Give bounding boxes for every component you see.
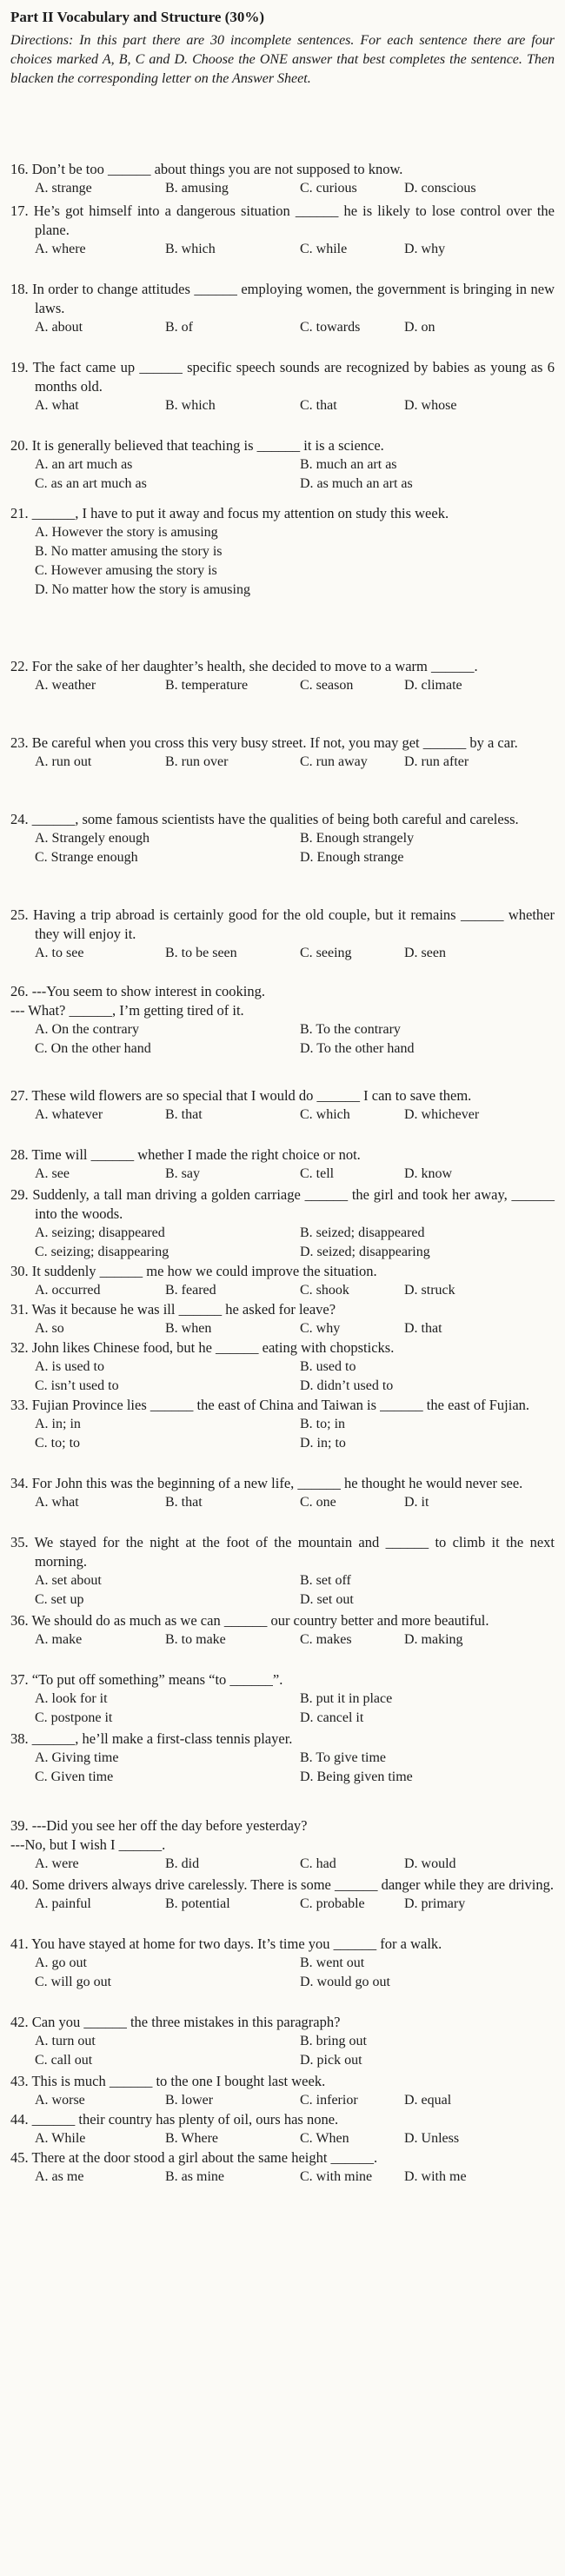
option-b[interactable]: B. which (165, 398, 216, 413)
option-c[interactable]: C. Strange enough (35, 850, 138, 865)
question-stem: 31. Was it because he was ill ______ he asked for leave? (10, 1301, 336, 1318)
option-c[interactable]: C. isn’t used to (35, 1378, 119, 1393)
options (35, 318, 555, 337)
question-45 (10, 2148, 555, 2187)
question-stem: 35. We stayed for the night at the foot of the mountain and ______ to climb it the next morning. (10, 1534, 555, 1570)
option-c[interactable]: C. However amusing the story is (35, 563, 217, 578)
question-42 (10, 2013, 555, 2070)
options (35, 1105, 555, 1125)
option-b[interactable]: B. Enough strangely (300, 831, 415, 846)
option-a[interactable]: A. However the story is amusing (35, 525, 218, 540)
question-stem: 33. Fujian Province lies ______ the east of China and Taiwan is ______ the east of Fujian. (10, 1397, 530, 1413)
option-d[interactable]: D. cancel it (300, 1710, 364, 1725)
option-a[interactable]: A. weather (35, 678, 96, 693)
question-37 (10, 1670, 555, 1728)
options (35, 1571, 555, 1610)
question-22 (10, 657, 555, 695)
question-stem: 43. This is much ______ to the one I bought last week. (10, 2073, 326, 2089)
options (35, 455, 555, 494)
options (35, 2032, 555, 2070)
question-stem: 45. There at the door stood a girl about the same height ______. (10, 2149, 378, 2166)
options (35, 2091, 555, 2110)
option-a[interactable]: A. painful (35, 1896, 91, 1911)
option-a[interactable]: A. look for it (35, 1691, 108, 1706)
options (35, 1690, 555, 1728)
option-b[interactable]: B. to be seen (165, 946, 237, 960)
option-b[interactable]: B. used to (300, 1359, 356, 1374)
option-d[interactable]: D. climate (404, 678, 462, 693)
option-b[interactable]: B. lower (165, 2093, 214, 2108)
question-stem: 40. Some drivers always drive carelessly. There is some ______ danger while they are driving. (10, 1876, 554, 1893)
option-b[interactable]: B. feared (165, 1283, 216, 1298)
option-a[interactable]: A. occurred (35, 1283, 101, 1298)
option-a[interactable]: A. Giving time (35, 1750, 119, 1765)
question-stem: 17. He’s got himself into a dangerous situation ______ he is likely to lose control over the plane. (10, 202, 555, 238)
option-a[interactable]: A. to see (35, 946, 84, 960)
option-a[interactable]: A. Strangely enough (35, 831, 150, 846)
option-a[interactable]: A. about (35, 320, 83, 335)
options (35, 944, 555, 963)
question-stem: 30. It suddenly ______ me how we could improve the situation. (10, 1263, 377, 1279)
option-a[interactable]: A. go out (35, 1955, 87, 1970)
option-d[interactable]: D. seized; disappearing (300, 1245, 430, 1259)
question-27 (10, 1086, 555, 1125)
option-b[interactable]: B. Where (165, 2131, 219, 2146)
option-d[interactable]: D. conscious (404, 181, 476, 196)
option-d[interactable]: D. would go out (300, 1975, 390, 1989)
option-c[interactable]: C. season (300, 678, 354, 693)
question-26 (10, 982, 555, 1059)
question-stem: 37. “To put off something” means “to ______”. (10, 1671, 283, 1688)
option-a[interactable]: A. set about (35, 1573, 102, 1588)
section-title: Part II Vocabulary and Structure (30%) (10, 9, 264, 25)
option-b[interactable]: B. when (165, 1321, 212, 1336)
option-c[interactable]: C. When (300, 2131, 349, 2146)
options (35, 1749, 555, 1787)
question-stem: 39. ---Did you see her off the day before yesterday? (10, 1817, 308, 1834)
question-18 (10, 280, 555, 337)
question-stem: 34. For John this was the beginning of a new life, ______ he thought he would never see. (10, 1475, 523, 1491)
option-d[interactable]: D. it (404, 1495, 429, 1510)
question-stem: 42. Can you ______ the three mistakes in this paragraph? (10, 2014, 341, 2030)
option-b[interactable]: B. of (165, 320, 193, 335)
option-b[interactable]: B. amusing (165, 181, 229, 196)
question-30 (10, 1262, 555, 1300)
option-d[interactable]: D. whose (404, 398, 457, 413)
option-d[interactable]: D. on (404, 320, 435, 335)
options (35, 1020, 555, 1059)
question-23 (10, 734, 555, 772)
options (35, 2168, 555, 2187)
option-a[interactable]: A. strange (35, 181, 92, 196)
option-b[interactable]: B. put it in place (300, 1691, 393, 1706)
option-a[interactable]: A. whatever (35, 1107, 103, 1122)
option-d[interactable]: D. No matter how the story is amusing (35, 582, 250, 597)
option-c[interactable]: C. that (300, 398, 337, 413)
option-a[interactable]: A. an art much as (35, 457, 133, 472)
question-33 (10, 1396, 555, 1453)
options (35, 1358, 555, 1396)
question-stem: 18. In order to change attitudes ______ employing women, the government is bringing in new laws. (10, 281, 555, 316)
question-38 (10, 1730, 555, 1787)
option-b[interactable]: B. did (165, 1856, 200, 1871)
option-c[interactable]: C. inferior (300, 2093, 358, 2108)
option-a[interactable]: A. While (35, 2131, 86, 2146)
options (35, 179, 555, 198)
question-32 (10, 1338, 555, 1396)
question-stem: 20. It is generally believed that teaching is ______ it is a science. (10, 437, 384, 454)
question-stem: 25. Having a trip abroad is certainly good for the old couple, but it remains ______ whether they will enjoy it. (10, 906, 555, 942)
option-c[interactable]: C. run away (300, 754, 368, 769)
question-28 (10, 1145, 555, 1184)
question-stem: 38. ______, he’ll make a first-class tennis player. (10, 1730, 293, 1747)
option-b[interactable]: B. seized; disappeared (300, 1225, 425, 1240)
option-d[interactable]: D. know (404, 1166, 453, 1181)
option-c[interactable]: C. will go out (35, 1975, 112, 1989)
option-c[interactable]: C. seeing (300, 946, 352, 960)
option-a[interactable]: A. turn out (35, 2034, 96, 2048)
question-stem: 19. The fact came up ______ specific speech sounds are recognized by babies as young as 6 months old. (10, 359, 555, 395)
options (35, 396, 555, 415)
question-stem: 24. ______, some famous scientists have the qualities of being both careful and careless. (10, 811, 519, 827)
question-44 (10, 2110, 555, 2148)
options (35, 1281, 555, 1300)
option-d[interactable]: D. Enough strange (300, 850, 404, 865)
question-stem: 32. John likes Chinese food, but he ______ eating with chopsticks. (10, 1339, 395, 1356)
options (35, 1415, 555, 1453)
option-c[interactable]: C. probable (300, 1896, 365, 1911)
question-stem: 29. Suddenly, a tall man driving a golden carriage ______ the girl and took her away, ______ into the woods. (10, 1186, 555, 1222)
option-a[interactable]: A. seizing; disappeared (35, 1225, 165, 1240)
option-d[interactable]: D. pick out (300, 2053, 362, 2068)
option-c[interactable]: C. with mine (300, 2169, 373, 2184)
option-c[interactable]: C. one (300, 1495, 336, 1510)
question-stem: 22. For the sake of her daughter’s health, she decided to move to a warm ______. (10, 658, 478, 674)
option-a[interactable]: A. so (35, 1321, 64, 1336)
option-b[interactable]: B. to; in (300, 1417, 346, 1431)
option-d[interactable]: D. Unless (404, 2131, 460, 2146)
options (35, 240, 555, 259)
option-a[interactable]: A. On the contrary (35, 1022, 139, 1037)
question-stem: 44. ______ their country has plenty of oil, ours has none. (10, 2111, 339, 2128)
option-b[interactable]: B. temperature (165, 678, 249, 693)
option-b[interactable]: B. to make (165, 1632, 226, 1647)
question-stem: 16. Don’t be too ______ about things you are not supposed to know. (10, 161, 403, 177)
option-b[interactable]: B. went out (300, 1955, 365, 1970)
question-stem: 27. These wild flowers are so special that I would do ______ I can to save them. (10, 1087, 472, 1104)
options (35, 1224, 555, 1262)
option-b[interactable]: B. much an art as (300, 457, 397, 472)
question-40 (10, 1876, 555, 1914)
option-c[interactable]: C. seizing; disappearing (35, 1245, 170, 1259)
question-43 (10, 2072, 555, 2110)
option-a[interactable]: A. make (35, 1632, 83, 1647)
option-d[interactable]: D. in; to (300, 1436, 346, 1451)
option-a[interactable]: A. worse (35, 2093, 85, 2108)
option-a[interactable]: A. see (35, 1166, 70, 1181)
option-c[interactable]: C. curious (300, 181, 357, 196)
option-d[interactable]: D. struck (404, 1283, 455, 1298)
question-24 (10, 810, 555, 867)
option-b[interactable]: B. To the contrary (300, 1022, 401, 1037)
question-stem-reply: --- What? ______, I’m getting tired of it. (10, 1002, 244, 1019)
option-b[interactable]: B. bring out (300, 2034, 367, 2048)
option-d[interactable]: D. making (404, 1632, 463, 1647)
question-stem: 41. You have stayed at home for two days. It’s time you ______ for a walk. (10, 1935, 442, 1952)
options (35, 1165, 555, 1184)
options (35, 1954, 555, 1992)
options (35, 1895, 555, 1914)
option-c[interactable]: C. which (300, 1107, 350, 1122)
option-d[interactable]: D. why (404, 242, 446, 256)
option-a[interactable]: A. what (35, 398, 79, 413)
option-b[interactable]: B. as mine (165, 2169, 224, 2184)
option-a[interactable]: A. is used to (35, 1359, 104, 1374)
option-b[interactable]: B. that (165, 1495, 203, 1510)
option-b[interactable]: B. say (165, 1166, 200, 1181)
option-d[interactable]: D. whichever (404, 1107, 480, 1122)
question-39 (10, 1816, 555, 1874)
option-c[interactable]: C. shook (300, 1283, 349, 1298)
option-d[interactable]: D. with me (404, 2169, 467, 2184)
option-a[interactable]: A. what (35, 1495, 79, 1510)
option-c[interactable]: C. call out (35, 2053, 93, 2068)
question-21 (10, 504, 555, 600)
question-31 (10, 1300, 555, 1338)
question-17 (10, 202, 555, 259)
option-d[interactable]: D. equal (404, 2093, 452, 2108)
option-b[interactable]: B. potential (165, 1896, 230, 1911)
option-c[interactable]: C. On the other hand (35, 1041, 151, 1056)
question-16 (10, 160, 555, 198)
question-20 (10, 436, 555, 494)
options (35, 753, 555, 772)
option-c[interactable]: C. set up (35, 1592, 84, 1607)
options (35, 1630, 555, 1650)
option-c[interactable]: C. why (300, 1321, 341, 1336)
option-d[interactable]: D. To the other hand (300, 1041, 415, 1056)
option-d[interactable]: D. that (404, 1321, 442, 1336)
options (35, 1855, 555, 1874)
option-b[interactable]: B. To give time (300, 1750, 387, 1765)
option-d[interactable]: D. Being given time (300, 1769, 413, 1784)
option-d[interactable]: D. didn’t used to (300, 1378, 394, 1393)
question-36 (10, 1611, 555, 1650)
option-a[interactable]: A. as me (35, 2169, 84, 2184)
options (35, 1319, 555, 1338)
question-stem: 36. We should do as much as we can ______ our country better and more beautiful. (10, 1612, 489, 1629)
option-b[interactable]: B. that (165, 1107, 203, 1122)
option-c[interactable]: C. makes (300, 1632, 352, 1647)
option-c[interactable]: C. Given time (35, 1769, 114, 1784)
question-35 (10, 1533, 555, 1610)
options (35, 2129, 555, 2148)
option-d[interactable]: D. would (404, 1856, 456, 1871)
directions-text: Directions: In this part there are 30 incomplete sentences. For each sentence there are four choices marked A, B, C and D. Choose the ONE answer that best completes the sentence. Then blacken the corresponding letter on the Answer Sheet. (10, 33, 555, 86)
option-d[interactable]: D. as much an art as (300, 476, 413, 491)
option-d[interactable]: D. run after (404, 754, 469, 769)
option-d[interactable]: D. set out (300, 1592, 354, 1607)
question-stem: 23. Be careful when you cross this very busy street. If not, you may get ______ by a car. (10, 734, 518, 751)
question-25 (10, 906, 555, 963)
option-c[interactable]: C. had (300, 1856, 336, 1871)
options (35, 676, 555, 695)
option-b[interactable]: B. which (165, 242, 216, 256)
option-c[interactable]: C. as an art much as (35, 476, 147, 491)
option-b[interactable]: B. run over (165, 754, 229, 769)
option-c[interactable]: C. towards (300, 320, 361, 335)
option-c[interactable]: C. while (300, 242, 348, 256)
option-c[interactable]: C. tell (300, 1166, 335, 1181)
option-a[interactable]: A. were (35, 1856, 79, 1871)
question-stem: 28. Time will ______ whether I made the right choice or not. (10, 1146, 361, 1163)
option-d[interactable]: D. primary (404, 1896, 466, 1911)
option-b[interactable]: B. set off (300, 1573, 351, 1588)
options (35, 1493, 555, 1512)
question-19 (10, 358, 555, 415)
option-b[interactable]: B. No matter amusing the story is (35, 544, 223, 559)
options (35, 523, 555, 600)
question-stem: 21. ______, I have to put it away and focus my attention on study this week. (10, 505, 449, 521)
question-34 (10, 1474, 555, 1512)
option-c[interactable]: C. to; to (35, 1436, 81, 1451)
question-29 (10, 1185, 555, 1262)
option-a[interactable]: A. where (35, 242, 86, 256)
question-41 (10, 1935, 555, 1992)
question-stem-reply: ---No, but I wish I ______. (10, 1836, 166, 1853)
option-c[interactable]: C. postpone it (35, 1710, 113, 1725)
option-d[interactable]: D. seen (404, 946, 446, 960)
question-stem: 26. ---You seem to show interest in cooking. (10, 983, 266, 999)
options (35, 829, 555, 867)
option-a[interactable]: A. run out (35, 754, 92, 769)
option-a[interactable]: A. in; in (35, 1417, 81, 1431)
